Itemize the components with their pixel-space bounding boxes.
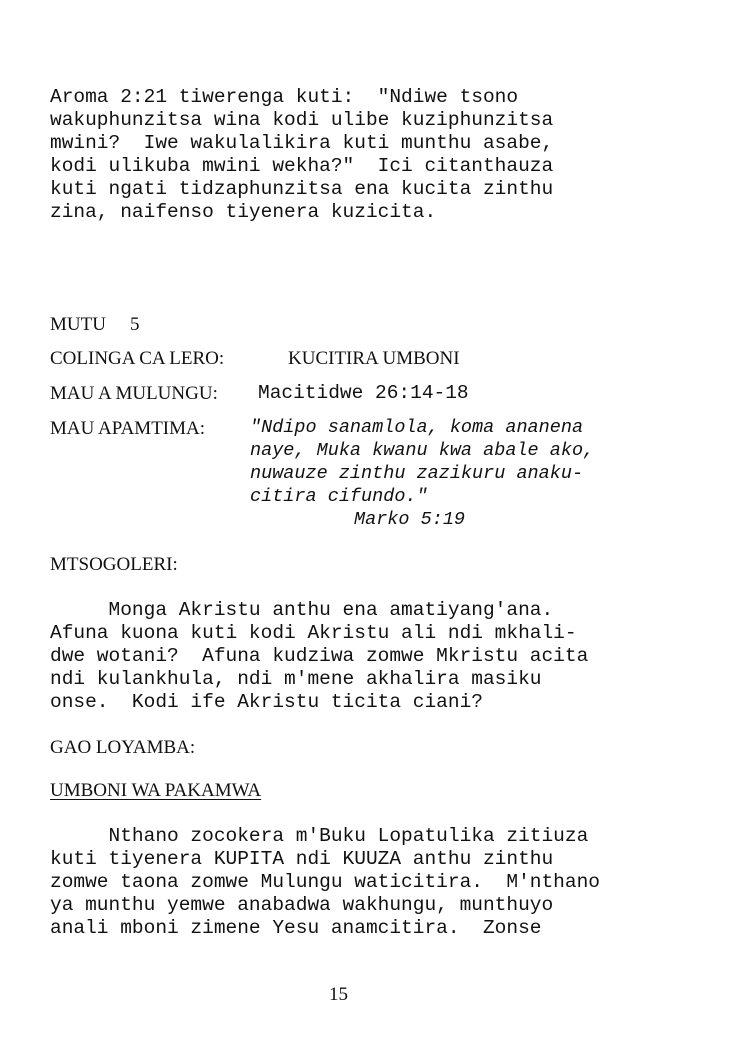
- paragraph-line: zomwe taona zomwe Mulungu waticitira. M'nthano: [50, 871, 600, 893]
- gao-loyamba-label: GAO LOYAMBA:: [50, 737, 196, 758]
- paragraph-line: Afuna kuona kuti kodi Akristu ali ndi mkhali-: [50, 622, 577, 644]
- intro-line: Aroma 2:21 tiwerenga kuti: "Ndiwe tsono: [50, 86, 519, 108]
- paragraph-line: ya munthu yemwe anabadwa wakhungu, munthuyo: [50, 894, 554, 916]
- intro-line: wakuphunzitsa wina kodi ulibe kuziphunzitsa: [50, 109, 554, 131]
- memory-verse-line: nuwauze zinthu zazikuru anaku-: [250, 463, 584, 484]
- mau-a-mulungu-label: MAU A MULUNGU:: [50, 383, 218, 404]
- paragraph-line: onse. Kodi ife Akristu ticita ciani?: [50, 691, 483, 713]
- mtsogoleri-label: MTSOGOLERI:: [50, 554, 178, 575]
- page-number: 15: [329, 984, 348, 1005]
- memory-verse-line: "Ndipo sanamlola, koma ananena: [250, 417, 584, 438]
- mau-a-mulungu-value: Macitidwe 26:14-18: [258, 382, 469, 404]
- mutu-label: MUTU: [50, 314, 106, 335]
- memory-verse-line: naye, Muka kwanu kwa abale ako,: [250, 440, 595, 461]
- intro-line: kodi ulikuba mwini wekha?" Ici citanthauza: [50, 155, 554, 177]
- intro-line: mwini? Iwe wakulalikira kuti munthu asabe,: [50, 132, 554, 154]
- colinga-label: COLINGA CA LERO:: [50, 348, 225, 369]
- mutu-number: 5: [130, 314, 140, 335]
- paragraph-line: Monga Akristu anthu ena amatiyang'ana.: [50, 599, 554, 621]
- paragraph-line: anali mboni zimene Yesu anamcitira. Zonse: [50, 917, 542, 939]
- memory-verse-line: citira cifundo.": [250, 486, 428, 507]
- mau-apamtima-label: MAU APAMTIMA:: [50, 418, 206, 439]
- section-heading: UMBONI WA PAKAMWA: [50, 780, 262, 801]
- paragraph-line: Nthano zocokera m'Buku Lopatulika zitiuza: [50, 825, 589, 847]
- memory-verse-reference: Marko 5:19: [354, 509, 466, 530]
- intro-line: zina, naifenso tiyenera kuzicita.: [50, 201, 437, 223]
- colinga-value: KUCITIRA UMBONI: [288, 348, 460, 369]
- paragraph-line: ndi kulankhula, ndi m'mene akhalira masiku: [50, 668, 542, 690]
- paragraph-line: dwe wotani? Afuna kudziwa zomwe Mkristu acita: [50, 645, 589, 667]
- paragraph-line: kuti tiyenera KUPITA ndi KUUZA anthu zinthu: [50, 848, 554, 870]
- intro-line: kuti ngati tidzaphunzitsa ena kucita zinthu: [50, 178, 554, 200]
